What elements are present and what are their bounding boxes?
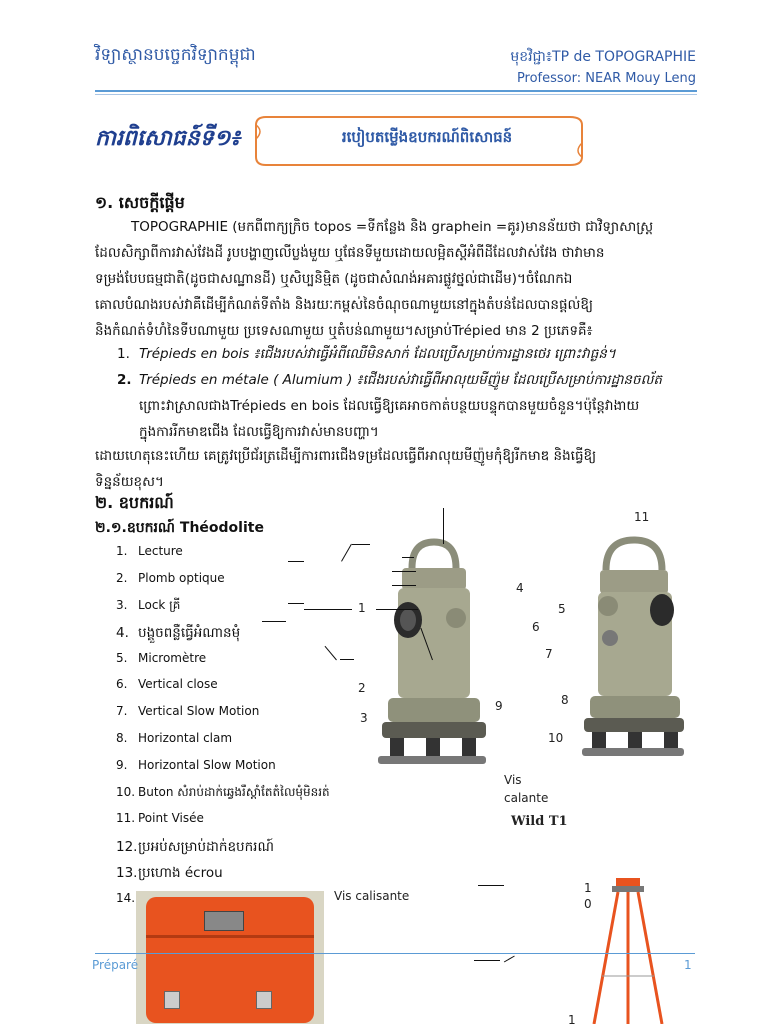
leader-line	[262, 621, 286, 622]
section-1-tail	[95, 443, 685, 495]
list-item: 4. បង្គួចពន្លឺធ្វើអំណានមុំ	[116, 625, 241, 642]
instrument-case-image	[136, 891, 324, 1024]
footer-left: Préparé	[92, 958, 139, 972]
leader-line	[288, 561, 304, 562]
scroll-banner-title: របៀបតម្លើងឧបករណ៍ពិសោធន៍	[341, 128, 513, 146]
theodolite-front-image	[372, 538, 492, 773]
professor-name: Professor: NEAR Mouy Leng	[516, 71, 696, 86]
para-line: និងកំណត់ទំហំនៃទីបណាមួយ ប្រទេសណាមួយ ឬតំបន់ណាមួយ។សម្រាប់Trépied មាន 2 ប្រភេទគឺ៖	[95, 323, 593, 339]
subject-name: មុខវិជ្ជា៖TP de TOPOGRAPHIE	[510, 49, 696, 65]
list-item: 7. Vertical Slow Motion	[116, 704, 260, 719]
list-item: 13.ប្រហោង écrou	[116, 865, 223, 882]
para-line: គោលបំណងរបស់វាគឺដើម្បីកំណត់ទីតាំង និងរយៈកម្ពស់នៃចំណុចណាមួយនៅក្នុងតំបន់ដែលបានផ្តល់ឱ្យ	[95, 297, 593, 313]
section-1-heading: ១. សេចក្តីផ្តើម	[95, 193, 185, 212]
list-item: 3. Lock គ្រី	[116, 598, 181, 613]
case-seam	[146, 935, 314, 938]
tripod-list	[117, 341, 687, 445]
leader-line	[288, 603, 304, 604]
leader-line	[504, 956, 515, 963]
leader-line	[352, 544, 370, 545]
model-caption: Wild T1	[511, 814, 568, 829]
section-2-1-heading: ២.១.ឧបករណ៍ Théodolite	[95, 520, 264, 536]
lab-title: ការពិសោធន៍ទី១៖	[95, 126, 241, 151]
figure-label-5: 5	[558, 602, 566, 616]
para-line: ទិន្នន័យខុស។	[95, 474, 164, 490]
list-item: 8. Horizontal clam	[116, 730, 233, 745]
tripod-label-bottom: 1	[568, 1013, 576, 1027]
instrument-parts-list	[116, 544, 396, 918]
vis-calante-label-1: Vis	[504, 773, 522, 787]
leader-line	[443, 508, 444, 544]
list-item: 6. Vertical close	[116, 677, 218, 692]
tripod-image	[588, 876, 666, 1024]
figure-label-9: 9	[495, 699, 503, 713]
case-latch	[256, 991, 272, 1009]
leader-line	[478, 885, 504, 886]
leader-line	[392, 585, 416, 586]
list-item-continued: ក្នុងការរីកមាឌជើង ដែលធ្វើឱ្យការវាស់មានបញ្ហា។	[139, 424, 379, 440]
leader-line	[376, 609, 418, 610]
figure-label-1: 1	[358, 601, 366, 615]
list-item: 5. Micromètre	[116, 650, 207, 665]
section-2-heading: ២. ឧបករណ៍	[95, 493, 174, 512]
tripod-label-1: 1	[584, 881, 592, 895]
figure-label-10: 10	[548, 731, 564, 745]
para-line: ដោយហេតុនេះហើយ គេត្រូវប្រើជ័រត្រដើម្បីការពារជើងទម្រដែលធ្វើពីអាលុយមីញ៉ូមកុំឱ្យរីកមាឌ និងធ្វើឱ្យ	[95, 448, 597, 464]
list-item: 12.ប្រអប់សម្រាប់ដាក់ឧបករណ៍	[116, 838, 274, 855]
list-item: 2. Plomb optique	[116, 570, 225, 585]
list-item: 1. Lecture	[116, 544, 183, 558]
theodolite-side-image	[578, 536, 688, 761]
header-rule-secondary	[95, 94, 697, 95]
vis-calante-label-2: calante	[504, 791, 549, 805]
case-label-plate	[204, 911, 244, 931]
case-latch	[164, 991, 180, 1009]
figure-label-2: 2	[358, 681, 366, 695]
list-item: 9. Horizontal Slow Motion	[116, 757, 276, 772]
list-item: 1. Trépieds en bois ៖ជើងរបស់វាធ្វើអំពីឈើមិនសាក់ ដែលប្រើសម្រាប់ការដ្ឋានថេរ ព្រោះវាធ្ងន់។	[117, 346, 616, 362]
list-item-continued: ព្រោះវាស្រាលជាងTrépieds en bois ដែលធ្វើឱ្យគេអាចកាត់បន្ថយបន្ទុកបានមួយចំនួន។ប៉ុន្តែវាងាយ	[139, 398, 640, 414]
figure-label-3: 3	[360, 711, 368, 725]
header-rule	[95, 90, 697, 92]
list-item: 10. Buton សំរាប់ដាក់ឆ្វេងរឺស្តាំតែតំលៃមុំមិនរត់	[116, 785, 330, 800]
institute-name: វិទ្យាស្ថានបច្ចេកវិទ្យាកម្ពុជា	[95, 45, 256, 65]
figure-label-7: 7	[545, 647, 553, 661]
figure-label-11: 11	[634, 510, 650, 524]
vis-calisante-label: Vis calisante	[334, 889, 410, 903]
page-number: 1	[684, 958, 692, 972]
figure-label-6: 6	[532, 620, 540, 634]
para-line: ទម្រង់បែបធម្មជាតិ(ដូចជាសណ្ឋានដី) ឬសិប្បនិម្មិត (ដូចជាសំណង់អគារផ្លូវថ្នល់ជាដើម)។ចំណែកឯ	[95, 271, 573, 287]
leader-line	[474, 960, 500, 961]
leader-line	[304, 609, 352, 610]
tripod-label-0: 0	[584, 897, 592, 911]
para-line: TOPOGRAPHIE (មកពីពាក្យក្រិច topos =ទីកន្លែង និង graphein =គូរ)មានន័យថា ជាវិទ្យាសាស្ត្រ	[131, 219, 654, 235]
section-1-paragraph	[95, 214, 685, 344]
leader-line	[340, 659, 354, 660]
footer-rule	[95, 953, 695, 954]
list-item: 2. Trépieds en métale ( Alumium ) ៖ជើងរបស់វាធ្វើពីអាលុយមីញ៉ូម ដែលប្រើសម្រាប់ការដ្ឋានចល័ត	[117, 372, 662, 388]
para-line: ដែលសិក្សាពីការវាស់វែងដី រូបបង្ហាញលើប្លង់មួយ ឬផែនទីមួយដោយលម្អិតស្តីអំពីដីដែលវាស់វែង ថាវាមាន	[95, 245, 605, 261]
figure-label-8: 8	[561, 693, 569, 707]
figure-label-4: 4	[516, 581, 524, 595]
list-item: 14.	[116, 890, 136, 905]
list-item: 11. Point Visée	[116, 810, 204, 825]
leader-line	[392, 571, 416, 572]
leader-line	[402, 557, 414, 558]
